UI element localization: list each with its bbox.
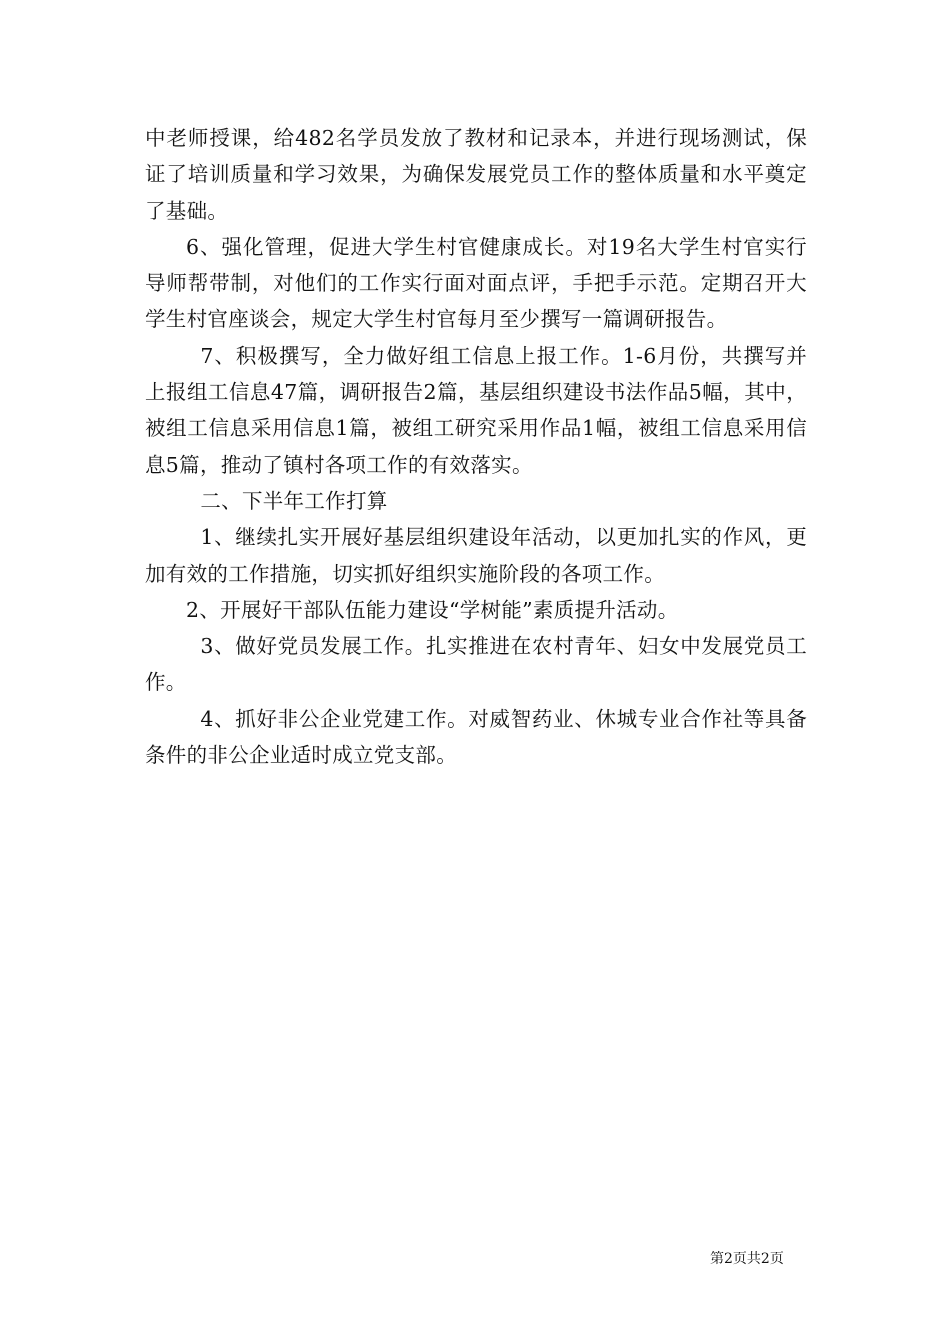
paragraph-plan-2: 2、开展好干部队伍能力建设“学树能”素质提升活动。 [186, 597, 679, 622]
paragraph-training-continuation: 中老师授课，给482名学员发放了教材和记录本，并进行现场测试，保证了培训质量和学习效果，为确保发展党员工作的整体质量和水平奠定了基础。 [145, 126, 807, 223]
paragraph-plan-4: 4、抓好非公企业党建工作。对威智药业、休城专业合作社等具备条件的非公企业适时成立党支部。 [145, 706, 807, 768]
paragraph-plan-3: 3、做好党员发展工作。扎实推进在农村青年、妇女中发展党员工作。 [145, 634, 807, 695]
section-heading-second-half-plan: 二、下半年工作打算 [200, 488, 388, 513]
page-number-footer: 第2页共2页 [710, 1251, 784, 1267]
paragraph-item-6: 6、强化管理，促进大学生村官健康成长。对19名大学生村官实行导师帮带制，对他们的工作实行面对面点评，手把手示范。定期召开大学生村官座谈会，规定大学生村官每月至少撰写一篇调研报告。 [145, 234, 807, 332]
document-body [145, 120, 807, 773]
paragraph-plan-1: 1、继续扎实开展好基层组织建设年活动，以更加扎实的作风，更加有效的工作措施，切实抓好组织实施阶段的各项工作。 [145, 525, 807, 586]
paragraph-item-7: 7、积极撰写，全力做好组工信息上报工作。1-6月份，共撰写并上报组工信息47篇，调研报告2篇，基层组织建设书法作品5幅，其中，被组工信息采用信息1篇，被组工研究采用作品1幅，被组工信息采用信息5篇，推动了镇村各项工作的有效落实。 [145, 343, 807, 477]
